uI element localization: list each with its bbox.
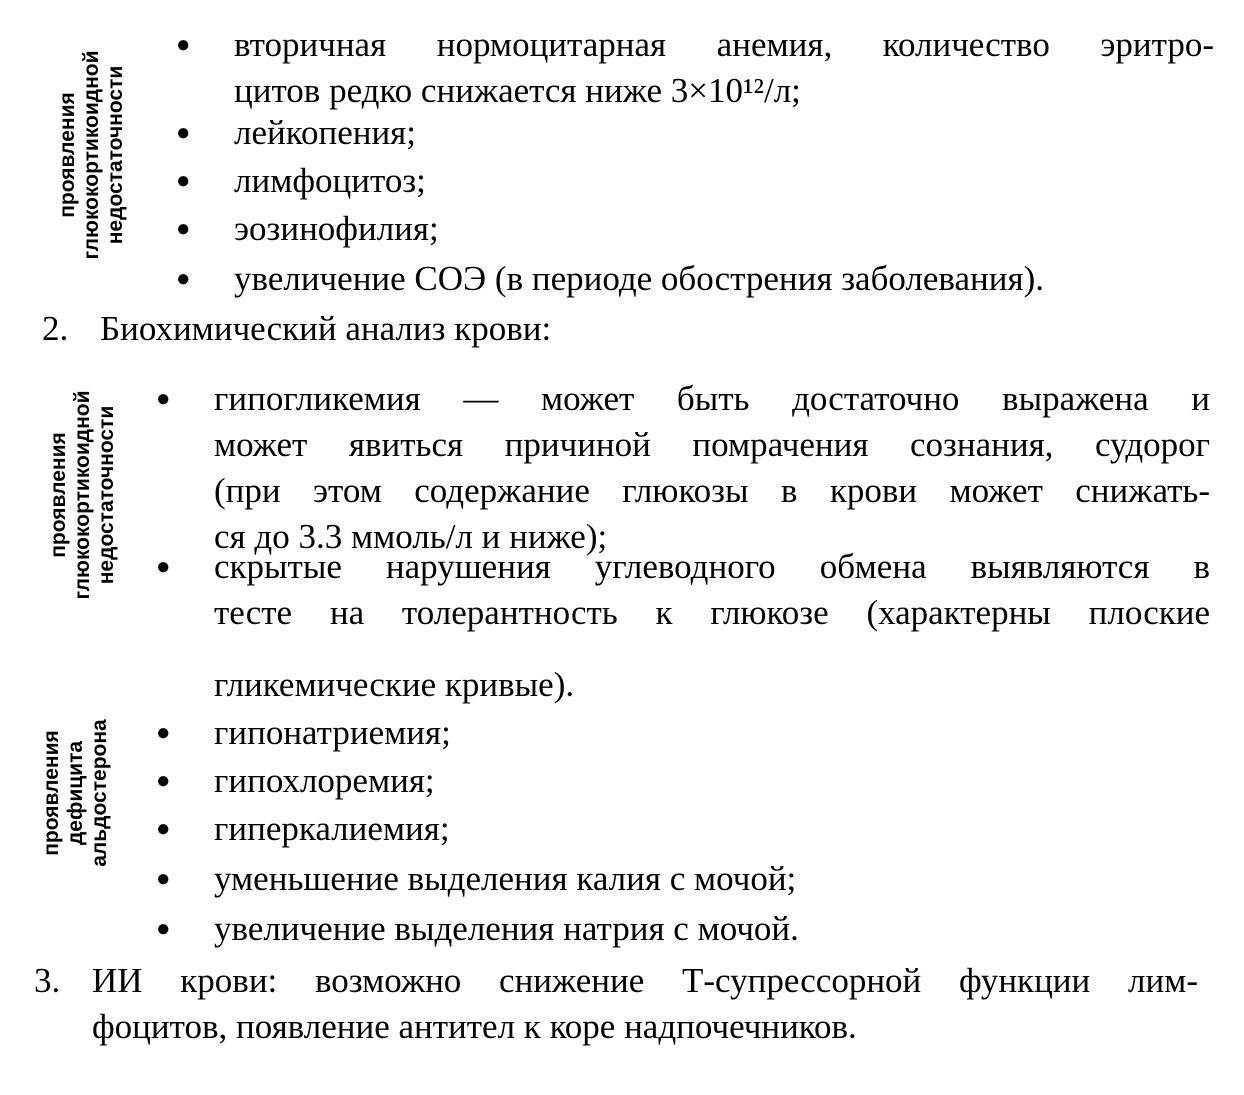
side-label-line: проявления <box>47 432 70 558</box>
bullet-icon: ● <box>156 386 171 412</box>
list-item-text: гиперкалиемия; <box>214 809 450 848</box>
side-label-line: глюкокортикоидной <box>71 390 94 600</box>
list-item-text: эозинофилия; <box>234 209 439 248</box>
side-label-line: недостаточности <box>104 65 127 245</box>
list-item-text: тесте на толерантность к глюкозе (характерны плоские <box>214 593 1210 632</box>
bullet-icon: ● <box>156 720 171 746</box>
bullet-icon: ● <box>176 266 191 292</box>
side-label-glucocorticoid-1 <box>56 45 128 265</box>
section-text: ИИ крови: возможно снижение Т-супрессорной функции лим- <box>92 961 1198 1000</box>
bullet-icon: ● <box>156 816 171 842</box>
list-item-text: вторичная нормоцитарная анемия, количество эритро- <box>234 25 1214 64</box>
list-item-text: гипогликемия — может быть достаточно выражена и <box>214 379 1210 418</box>
section-number: 2. <box>42 309 69 348</box>
list-item-text: ся до 3.3 ммоль/л и ниже); <box>214 517 608 556</box>
bullet-icon: ● <box>156 768 171 794</box>
side-label-line: проявления <box>56 92 79 218</box>
side-label-aldosterone <box>40 703 112 883</box>
side-label-line: недостаточности <box>95 405 118 585</box>
section-number: 3. <box>34 961 61 1000</box>
bullet-icon: ● <box>156 554 171 580</box>
list-item-text: лимфоцитоз; <box>234 161 426 200</box>
list-item-text: скрытые нарушения углеводного обмена выявляются в <box>214 547 1210 586</box>
list-item-text: цитов редко снижается ниже 3×10¹²/л; <box>234 71 801 110</box>
side-label-glucocorticoid-2 <box>47 365 119 625</box>
list-item-text: увеличение выделения натрия с мочой. <box>214 909 799 948</box>
list-item-text: лейкопения; <box>234 113 417 152</box>
bullet-icon: ● <box>156 866 171 892</box>
bullet-icon: ● <box>176 168 191 194</box>
list-item-text: может явиться причиной помрачения сознания, судорог <box>214 425 1210 464</box>
side-label-line: альдостерона <box>88 719 111 867</box>
bullet-icon: ● <box>156 916 171 942</box>
section-title: Биохимический анализ крови: <box>100 309 552 348</box>
side-label-line: глюкокортикоидной <box>80 50 103 260</box>
list-item-text: гликемические кривые). <box>214 665 575 704</box>
list-item-text: гипонатриемия; <box>214 713 451 752</box>
side-label-line: дефицита <box>64 740 87 846</box>
list-item-text: уменьшение выделения калия с мочой; <box>214 859 797 898</box>
bullet-icon: ● <box>176 32 191 58</box>
bullet-icon: ● <box>176 120 191 146</box>
bullet-icon: ● <box>176 216 191 242</box>
section-text: фоцитов, появление антител к коре надпочечников. <box>92 1007 857 1046</box>
list-item-text: гипохлоремия; <box>214 761 435 800</box>
list-item-text: (при этом содержание глюкозы в крови может снижать- <box>214 471 1210 510</box>
list-item-text: увеличение СОЭ (в периоде обострения заболевания). <box>234 259 1044 298</box>
side-label-line: проявления <box>40 730 63 856</box>
